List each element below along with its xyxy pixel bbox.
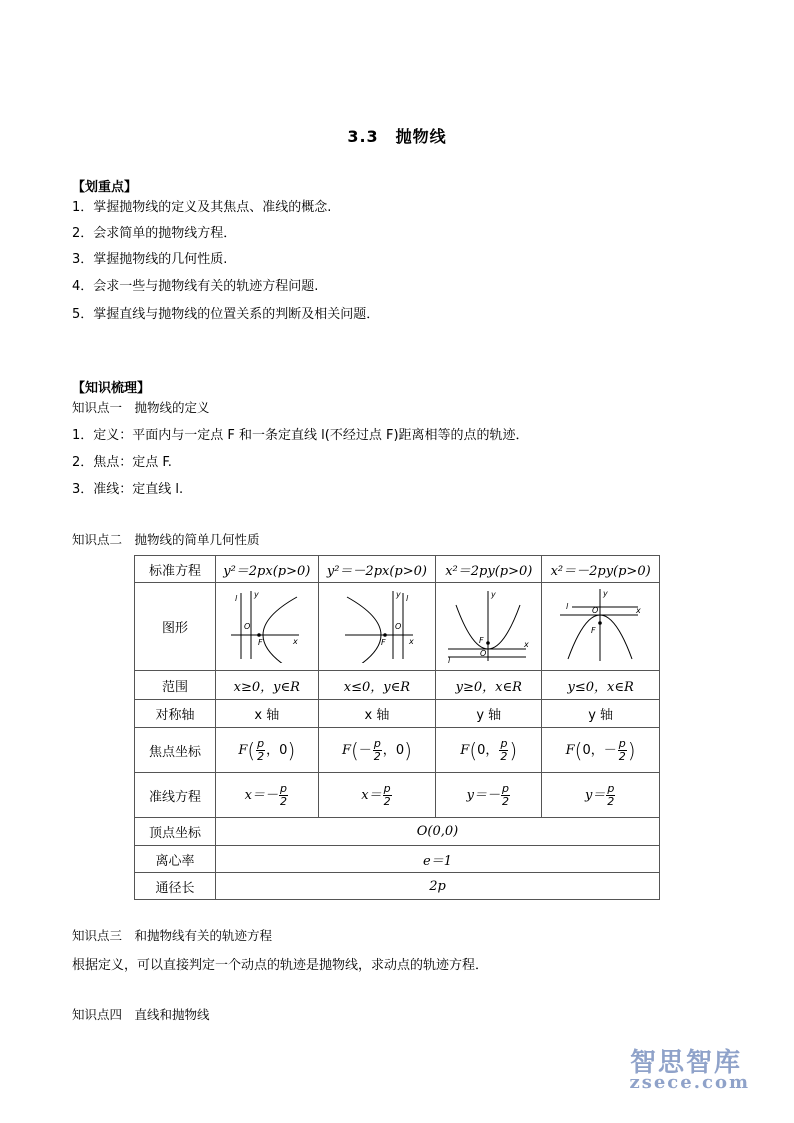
graph-left-opening <box>337 587 417 663</box>
y-axis-label: y <box>602 588 608 598</box>
eccentricity-cell: e＝1 <box>216 846 660 873</box>
focus-cell: F(0，－ $\frac{p}{2}$ ) <box>542 728 660 773</box>
page-title: 3.3 抛物线 <box>347 127 447 146</box>
y-axis-label: y <box>490 589 496 599</box>
directrix-lhs: y＝ <box>584 787 606 803</box>
table-row-eccentricity <box>135 846 660 873</box>
row-label: 顶点坐标 <box>135 818 216 846</box>
key-point-item: 5．掌握直线与抛物线的位置关系的判断及相关问题． <box>72 307 380 322</box>
parabola-properties-table <box>134 555 660 900</box>
knowledge-point-1-item: 2．焦点：定点 F. <box>72 455 172 470</box>
vertex-cell: O(0,0) <box>216 818 660 846</box>
key-point-item: 2．会求简单的抛物线方程． <box>72 226 237 241</box>
graph-cell <box>318 583 436 671</box>
focus-label: F <box>590 625 596 635</box>
watermark-url: zsece.com <box>629 1072 750 1093</box>
fraction-numerator: p <box>500 736 508 750</box>
fraction-numerator: p <box>618 736 626 750</box>
x-axis-label: x <box>292 636 298 646</box>
directrix-cell <box>216 773 319 818</box>
latus-rectum-cell: 2p <box>216 873 660 900</box>
origin-label: O <box>479 648 487 658</box>
x-axis-label: x <box>523 639 529 649</box>
directrix-label: l <box>447 655 450 663</box>
fraction-numerator: p <box>257 736 265 750</box>
fraction <box>256 738 265 763</box>
table-row-equation <box>135 556 660 583</box>
fraction <box>383 783 392 808</box>
focus-letter: F <box>341 742 351 758</box>
range-cell: x≤0，y∈R <box>318 671 436 700</box>
directrix-cell <box>436 773 542 818</box>
focus-cell: F(－ $\frac{p}{2}$ ，0) <box>318 728 436 773</box>
fraction-numerator: p <box>373 736 381 750</box>
focus-coordinate: 0 <box>582 742 591 758</box>
focus-coordinate: 0 <box>395 742 405 758</box>
graph-cell <box>542 583 660 671</box>
fraction-denominator: 2 <box>618 749 626 763</box>
equation-cell: y²＝2px(p>0) <box>216 556 319 583</box>
fraction <box>501 783 510 808</box>
knowledge-point-1-item: 3．准线：定直线 l. <box>72 482 184 497</box>
y-axis-label: y <box>253 589 259 599</box>
directrix-cell <box>318 773 436 818</box>
fraction-numerator: p <box>279 781 287 795</box>
directrix-label: l <box>234 593 238 603</box>
row-label: 对称轴 <box>135 700 216 728</box>
fraction-denominator: 2 <box>279 794 287 808</box>
key-point-item: 1．掌握抛物线的定义及其焦点、准线的概念. <box>72 200 332 215</box>
knowledge-point-1-item: 1．定义：平面内与一定点 F 和一条定直线 l(不经过点 F)距离相等的点的轨迹． <box>72 428 529 443</box>
fraction <box>606 783 615 808</box>
axis-cell: y 轴 <box>436 700 542 728</box>
fraction <box>499 738 508 763</box>
focus-cell: F( $\frac{p}{2}$ ，0) <box>216 728 319 773</box>
row-label: 离心率 <box>135 846 216 873</box>
row-label: 焦点坐标 <box>135 728 216 773</box>
x-axis-label: x <box>635 605 641 615</box>
knowledge-point-2-title: 知识点二 抛物线的简单几何性质 <box>72 532 260 547</box>
graph-right-opening <box>227 587 307 663</box>
focus-letter: F <box>565 742 575 758</box>
fraction-numerator: p <box>383 781 391 795</box>
table-row-directrix <box>135 773 660 818</box>
directrix-cell <box>542 773 660 818</box>
fraction-denominator: 2 <box>500 749 508 763</box>
fraction <box>279 783 288 808</box>
fraction-denominator: 2 <box>607 794 615 808</box>
row-label: 范围 <box>135 671 216 700</box>
graph-cell <box>436 583 542 671</box>
origin-label: O <box>591 605 598 615</box>
section-heading-knowledge: 【知识梳理】 <box>72 381 151 396</box>
fraction-numerator: p <box>501 781 509 795</box>
fraction <box>373 738 382 763</box>
origin-label: O <box>243 621 251 631</box>
equation-cell: x²＝2py(p>0) <box>436 556 542 583</box>
origin-label: O <box>394 621 402 631</box>
graph-up-opening <box>444 587 534 663</box>
key-point-item: 3．掌握抛物线的几何性质. <box>72 252 228 267</box>
x-axis-label: x <box>408 636 414 646</box>
axis-cell: x 轴 <box>216 700 319 728</box>
fraction-denominator: 2 <box>257 749 265 763</box>
fraction-numerator: p <box>607 781 615 795</box>
focus-coordinate: 0 <box>279 742 288 758</box>
range-cell: y≥0，x∈R <box>436 671 542 700</box>
focus-cell: F(0， $\frac{p}{2}$ ) <box>436 728 542 773</box>
focus-label: F <box>380 637 386 647</box>
range-cell: y≤0，x∈R <box>542 671 660 700</box>
directrix-label: l <box>565 601 568 611</box>
axis-cell: x 轴 <box>318 700 436 728</box>
directrix-lhs: x＝ <box>361 787 382 803</box>
focus-label: F <box>478 635 484 645</box>
y-axis-label: y <box>395 589 401 599</box>
graph-cell <box>216 583 319 671</box>
range-cell: x≥0，y∈R <box>216 671 319 700</box>
table-row-latus-rectum <box>135 873 660 900</box>
fraction-denominator: 2 <box>373 749 381 763</box>
focus-letter: F <box>460 742 470 758</box>
row-label: 标准方程 <box>135 556 216 583</box>
watermark-logo-text: 智思智库 <box>629 1048 742 1078</box>
focus-letter: F <box>238 742 248 758</box>
key-point-item: 4．会求一些与抛物线有关的轨迹方程问题. <box>72 279 319 294</box>
fraction-denominator: 2 <box>501 794 509 808</box>
table-row-axis <box>135 700 660 728</box>
directrix-lhs: x＝－ <box>244 787 278 803</box>
row-label: 图形 <box>135 583 216 671</box>
fraction <box>618 738 627 763</box>
table-row-range <box>135 671 660 700</box>
table-row-focus <box>135 728 660 773</box>
row-label: 准线方程 <box>135 773 216 818</box>
equation-cell: x²＝－2py(p>0) <box>542 556 660 583</box>
fraction-denominator: 2 <box>383 794 391 808</box>
graph-down-opening <box>556 587 646 663</box>
table-row-graph <box>135 583 660 671</box>
knowledge-point-3-text: 根据定义，可以直接判定一个动点的轨迹是抛物线，求动点的轨迹方程． <box>72 958 489 973</box>
table-row-vertex <box>135 818 660 846</box>
focus-coordinate: 0 <box>477 742 486 758</box>
knowledge-point-1-title: 知识点一 抛物线的定义 <box>72 400 210 415</box>
equation-cell: y²＝－2px(p>0) <box>318 556 436 583</box>
axis-cell: y 轴 <box>542 700 660 728</box>
section-heading-key-points: 【划重点】 <box>72 180 138 195</box>
focus-label: F <box>257 637 263 647</box>
row-label: 通径长 <box>135 873 216 900</box>
sign: － <box>358 742 372 758</box>
knowledge-point-3-title: 知识点三 和抛物线有关的轨迹方程 <box>72 928 273 943</box>
directrix-lhs: y＝－ <box>466 787 500 803</box>
sign: － <box>603 742 617 758</box>
directrix-label: l <box>405 593 409 603</box>
knowledge-point-4-title: 知识点四 直线和抛物线 <box>72 1007 210 1022</box>
